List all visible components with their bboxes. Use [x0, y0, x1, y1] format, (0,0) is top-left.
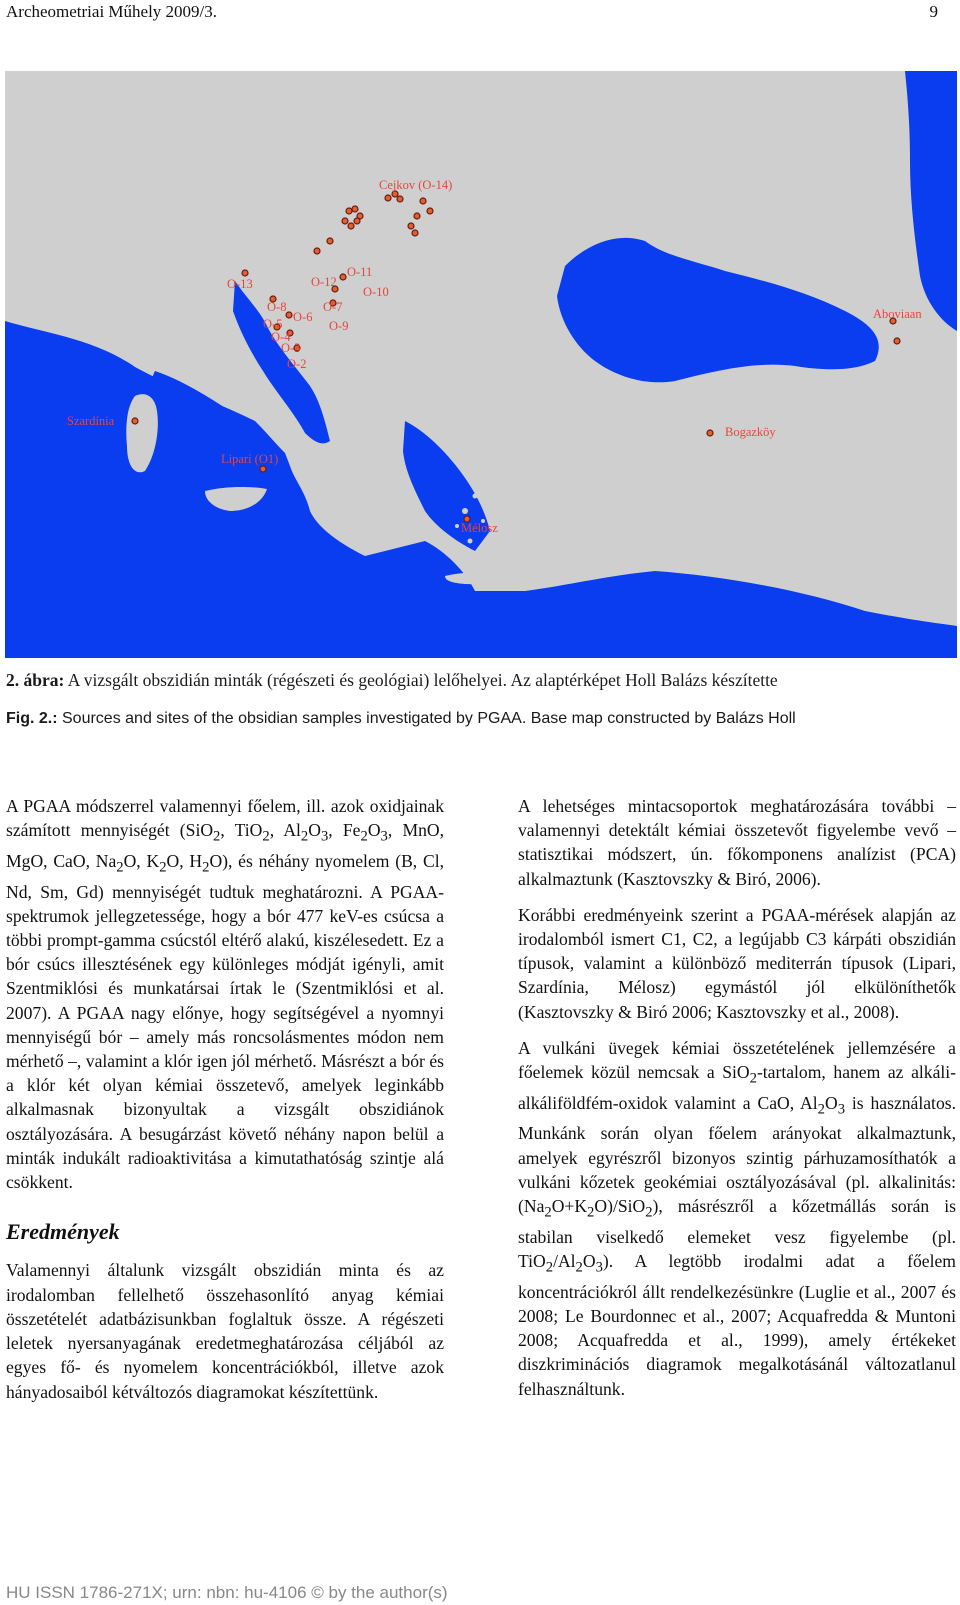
right-paragraph-2: Korábbi eredményeink szerint a PGAA-mérések alapján az irodalomból ismert C1, C2, a legújabb C3 kárpáti obszidián típusok, valamint a különböző mediterrán típusok (Lipari, Szardínia, Mélosz) egymástól jól elkülöníthetők (Kasztovszky & Biró 2006; Kasztovszky et al., 2008).	[518, 904, 956, 1022]
label-o8: O-8	[267, 300, 287, 314]
label-lipari: Lipari (O1)	[221, 452, 279, 466]
left-paragraph-1: A PGAA módszerrel valamennyi főelem, ill. azok oxidjainak számított mennyiségét (SiO$_2$, TiO$_2$, $Al_2O_3$, $Fe_2O_3$, MnO, MgO, CaO, $Na_2O$, $K_2O$, $H_2O$), és néhány nyomelem (B, Cl, Nd, Sm, Gd) mennyiségét tudtuk meghatározni. A PGAA-spektrumok jellegzetessége, hogy a bór 477 keV-es csúcsa a többi prompt-gamma csúcstól eltérő alakú, kiszélesedett. Ez a bór csúcs illesztésének egy különleges módját igényli, amit Szentmiklósi és munkatársai írtak le (Szentmiklósi et al. 2007). A PGAA nagy előnye, hogy segítségével a nyomnyi mennyiségű bór – amely más roncsolásmentes módon nem mérhető –, valamint a klór igen jól mérhető. Másrészt a bór és a klór két olyan kémiai összetevő, amelyek leginkább alkalmasnak bizonyultak a vizsgált obszidiánok osztályozására. A besugárzást követő néhány napon belül a minták indukált radioaktivitása a kimutathatóság szintje alá csökkent.	[6, 796, 445, 1193]
page-footer: HU ISSN 1786-271X; urn: nbn: hu-4106 © by the author(s)	[6, 1583, 448, 1602]
journal-title: Archeometriai Műhely 2009/3.	[6, 2, 218, 21]
caption-en-label: Fig. 2.:	[6, 710, 58, 727]
obsidian-sources-map	[5, 71, 957, 658]
caption-en-text: Sources and sites of the obsidian samples investigated by PGAA. Base map constructed by Balázs Holl	[57, 710, 796, 727]
label-melos: Mélosz	[461, 521, 498, 535]
figure-caption-en	[6, 710, 954, 728]
running-header	[6, 2, 938, 26]
figure-caption-hu	[6, 670, 954, 691]
label-o10: O-10	[363, 285, 389, 299]
label-o5: O-5	[263, 317, 283, 331]
caption-hu-label: 2. ábra:	[6, 670, 65, 690]
right-paragraph-3: A vulkáni üvegek kémiai összetételének jellemzésére a főelemek közül nemcsak a SiO$_2$-tartalom, hanem az alkáli-alkáliföldfém-oxidok valamint a CaO, $Al_2O_3$ is használatos. Munkánk során olyan főelem arányokat alkalmaztunk, amelyek egyrészről bizonyos szintig párhuzamosíthatók a vulkáni kőzetek geokémiai osztályozásával (pl. alkalinitás: $(Na_2O+K_2O)/SiO_2$), másrészről a kőzetmállás során is stabilan viselkedő elemeket vesz figyelembe (pl. $TiO_2/Al_2O_3$). A legtöbb irodalmi adat a főelem koncentrációkról állt rendelkezésünkre (Luglie et al., 2007 és 2008; Le Bourdonnec et al., 2007; Acquafredda & Muntoni 2008; Acquafredda et al., 1999), amely értékeket diszkriminációs diagramok megalkotásánál változatlanul felhasználtunk.	[518, 1037, 957, 1399]
label-o11: O-11	[347, 265, 373, 279]
label-o3: O-3	[281, 341, 301, 355]
page-number: 9	[929, 2, 938, 21]
label-o7: O-7	[323, 300, 343, 314]
left-column	[6, 794, 444, 1416]
label-o13: O-13	[227, 277, 253, 291]
right-column	[518, 794, 956, 1413]
label-o4: O-4	[271, 330, 291, 344]
label-o9: O-9	[329, 319, 349, 333]
label-o12: O-12	[311, 275, 337, 289]
label-cejkov: Cejkov (O-14)	[379, 178, 453, 192]
section-heading-results: Eredmények	[6, 1219, 120, 1245]
label-aboviaan: Aboviaan	[873, 307, 922, 321]
label-o2: O-2	[287, 357, 307, 371]
right-paragraph-1: A lehetséges mintacsoportok meghatározására további – valamennyi detektált kémiai összetevőt figyelembe vevő – statisztikai módszert, ún. főkomponens analízist (PCA) alkalmaztunk (Kasztovszky & Biró, 2006).	[518, 796, 956, 889]
label-sardinia: Szardínia	[67, 414, 115, 428]
label-o6: O-6	[293, 310, 313, 324]
caption-hu-text: A vizsgált obszidián minták (régészeti és geológiai) lelőhelyei. Az alaptérképet Holl Balázs készítette	[64, 670, 778, 690]
left-paragraph-2: Valamennyi általunk vizsgált obszidián minta és az irodalomban fellelhető összehasonlító anyag kémiai összetételét adatbázisunkban foglaltuk össze. A régészeti leletek nyersanyagának eredetmeghatározása céljából az egyes fő- és nyomelem koncentrációkból, illetve azok hányadosaiból kétváltozós diagramokat készítettünk.	[6, 1260, 444, 1402]
label-bogazkoy: Bogazköy	[725, 425, 776, 439]
